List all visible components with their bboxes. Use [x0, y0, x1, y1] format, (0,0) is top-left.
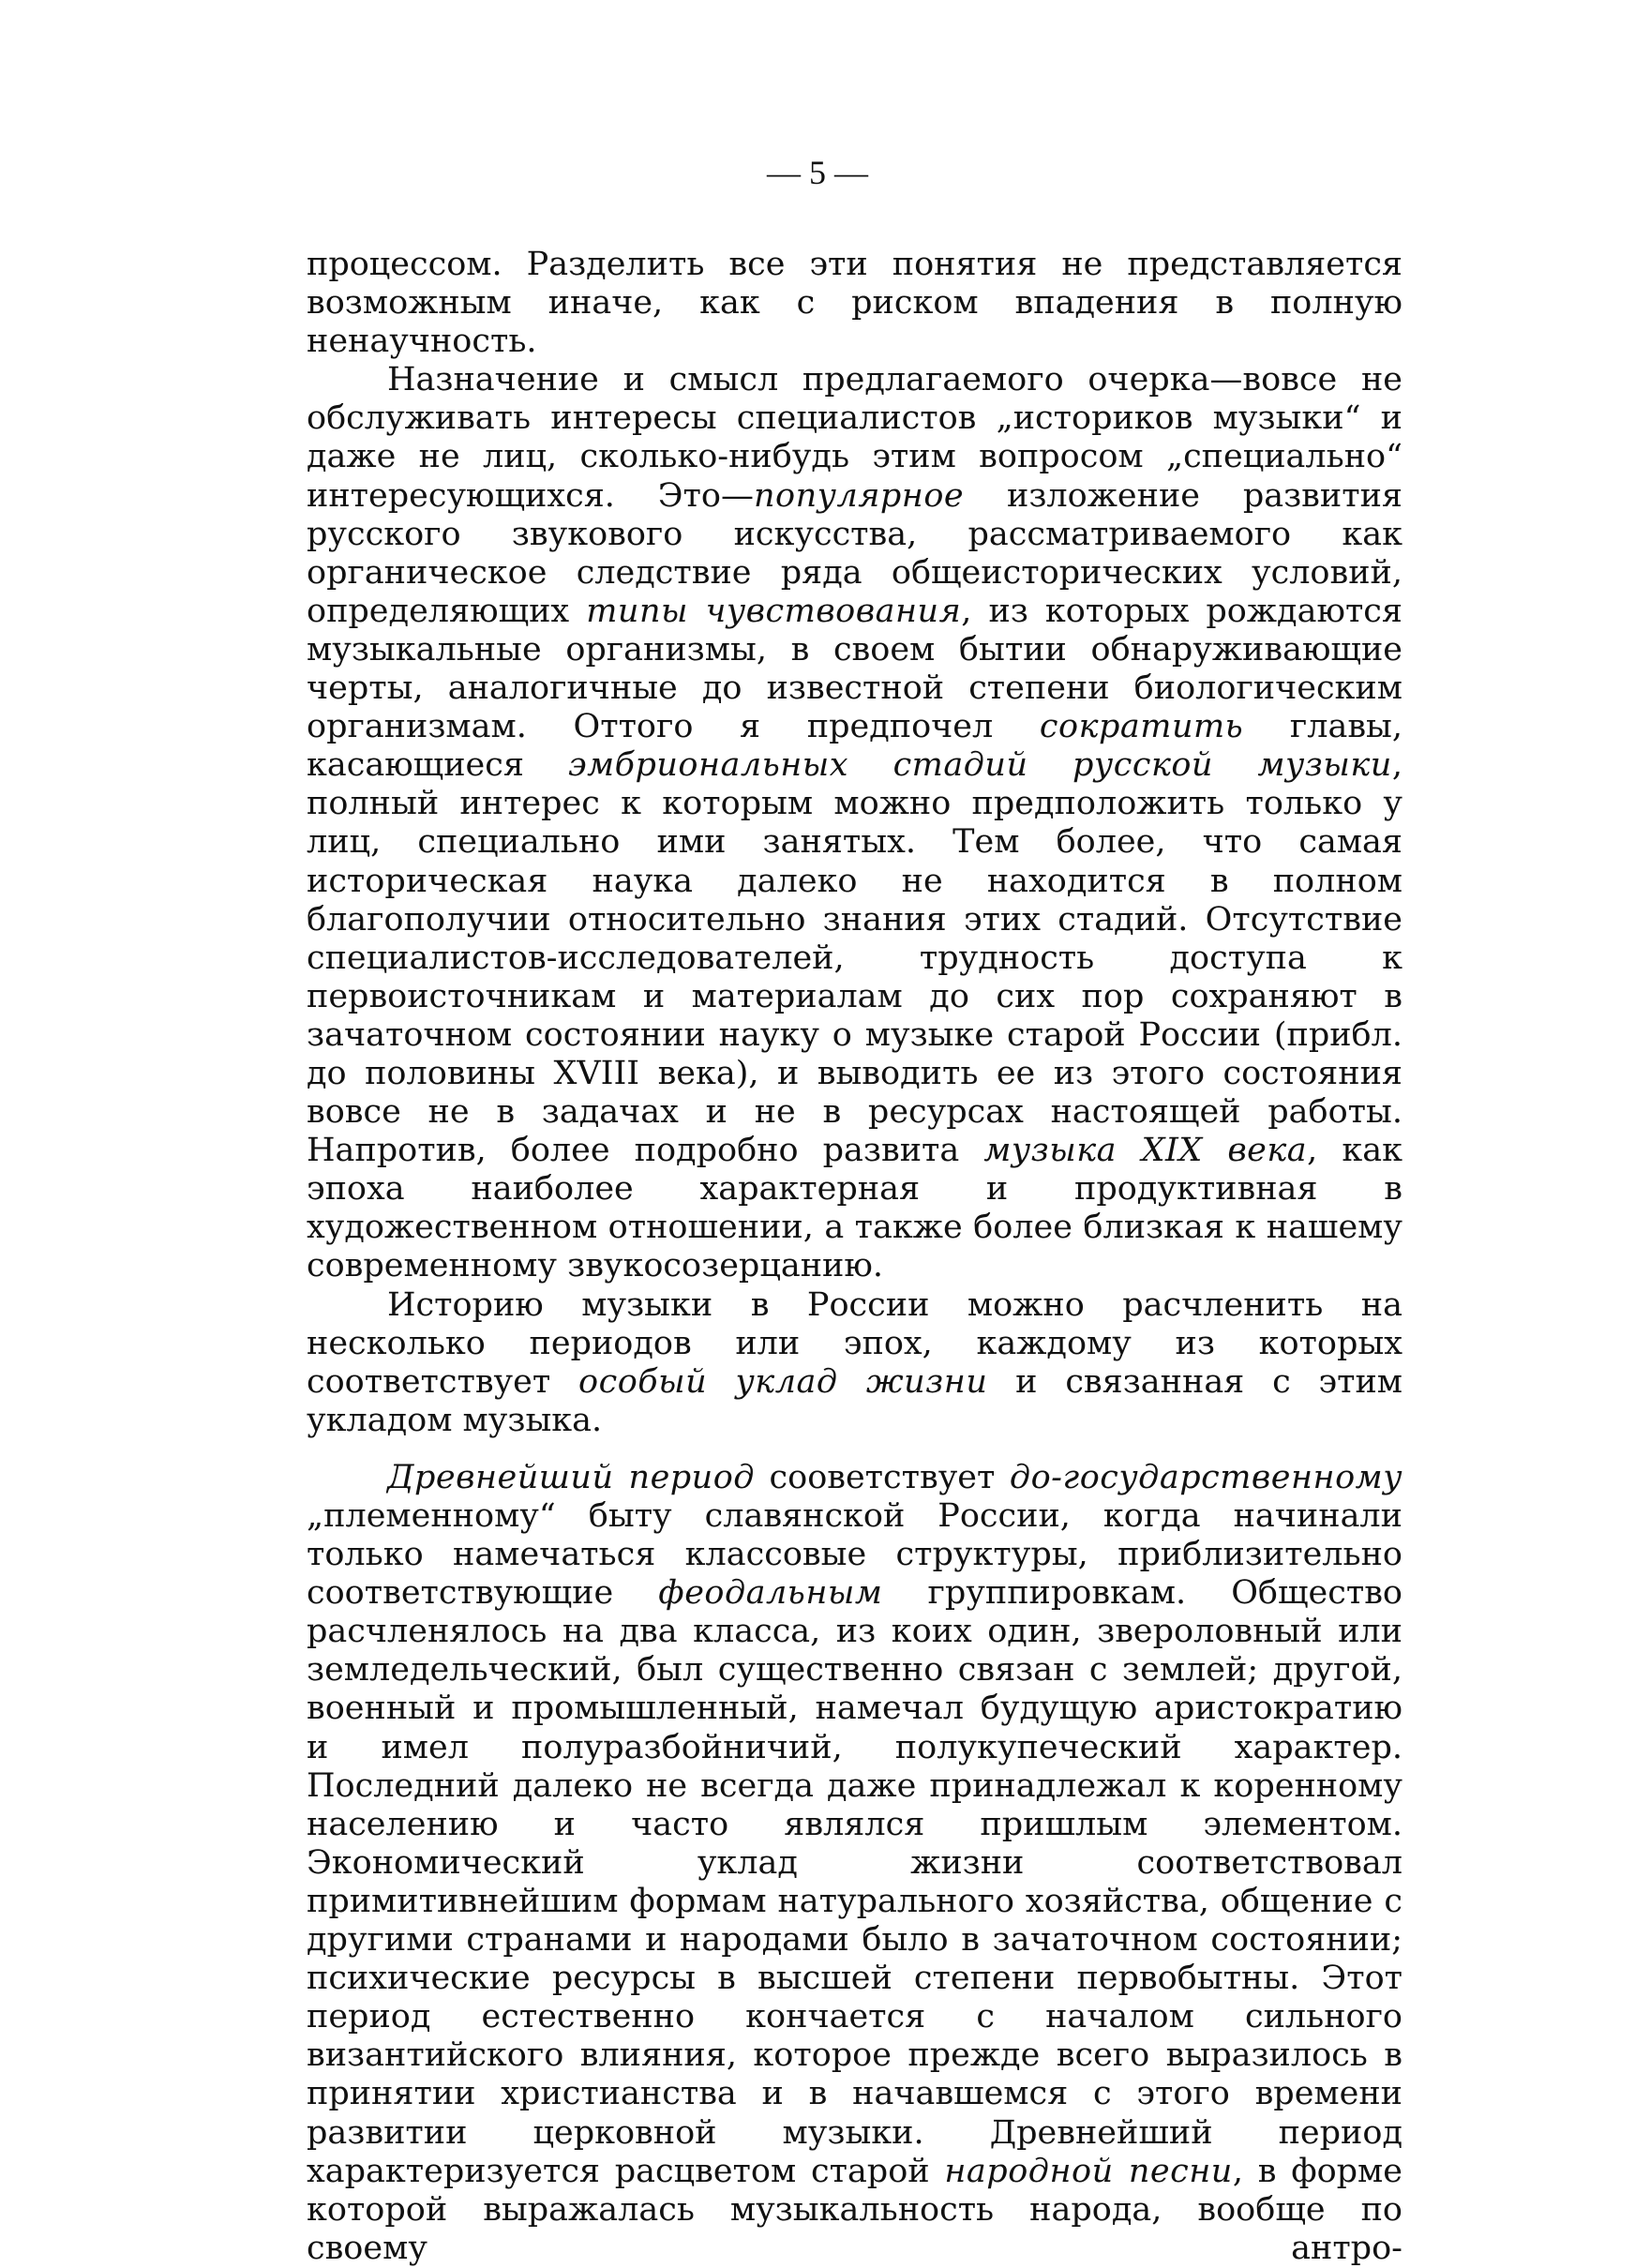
text-run: главы, касающиеся [307, 708, 1402, 785]
text-run: сооветствует [754, 1458, 1010, 1496]
italic-run: Древнейший период [387, 1458, 755, 1496]
text-run: Историю музыки в России можно расчленить на несколько периодов или эпох, каждому из которых соответствует [307, 1285, 1402, 1401]
text-run: , в форме которой выражалась музыкальность народа, вообще по своему антро- [307, 2152, 1402, 2267]
italic-run: народной песни [944, 2152, 1233, 2190]
italic-run: особый уклад жизни [578, 1362, 988, 1401]
text-run: , полный интерес к которым можно предположить только у лиц, специально ими занятых. Тем более, что самая историческая наука далеко не находится в полном благополучии относительно знания этих стадий. Отсутствие специалистов-исследователей, трудность доступа к первоисточникам и материалам до сих пор сохраняют в зачаточном состоянии науку о музыке старой России (прибл. до половины XVIII века), и выводить ее из этого состояния вовсе не в задачах и не в ресурсах настоящей работы. Напротив, более подробно развита [307, 746, 1402, 1170]
text-run: группировкам. Общество расчленялось на два класса, из коих один, звероловный или земледельческий, был существенно связан с землей; другой, военный и промышленный, намечал будущую аристократию и имел полуразбойничий, полукупеческий характер. Последний далеко не всегда даже принадлежал к коренному населению и часто являлся пришлым элементом. Экономический уклад жизни соответствовал примитивнейшим формам натурального хозяйства, общение с другими странами и народами было в зачаточном состоянии; психические ресурсы в высшей степени первобытны. Этот период естественно кончается с началом сильного византийского влияния, которое прежде всего выразилось в принятии христианства и в начавшемся с этого времени развитии церковной музыки. Древнейший период характеризуется расцветом старой [307, 1574, 1402, 2190]
paragraph-ancient-period [307, 1459, 1402, 2268]
text-run: Назначение и смысл предлагаемого очерка—вовсе не обслуживать интересы специалистов „историков музыки“ и даже не лиц, сколько-нибудь этим вопросом „специально“ интересующихся. Это— [307, 361, 1402, 515]
italic-run: музыка XIX века [983, 1132, 1308, 1170]
italic-run: до-государственному [1009, 1458, 1402, 1496]
italic-run: эмбриональных стадий русской музыки [567, 746, 1392, 785]
paragraph-periods [307, 1286, 1402, 1440]
text-run: и связанная с этим укладом музыка. [307, 1362, 1402, 1439]
text-run: , из которых рождаются музыкальные организмы, в своем бытии обнаруживающие черты, аналогичные до известной степени биологическим организмам. Оттого я предпочел [307, 592, 1402, 746]
italic-run: феодальным [658, 1574, 883, 1613]
text-run: „племенному“ быту славянской России, когда начинали только намечаться классовые структуры, приблизительно соответствующие [307, 1497, 1402, 1613]
body-text [307, 246, 1402, 2268]
paragraph-continuation [307, 246, 1402, 361]
page-number: — 5 — [767, 154, 868, 191]
italic-run: сократить [1039, 708, 1244, 746]
text-run: изложение развития русского звукового искусства, рассматриваемого как органическое следствие ряда общеисторических условий, определяющих [307, 476, 1402, 630]
italic-run: типы чувствования [586, 592, 962, 630]
paragraph-purpose [307, 361, 1402, 1285]
italic-run: популярное [753, 476, 965, 515]
text-run: процессом. Разделить все эти понятия не представляется возможным иначе, как с риском впадения в полную ненаучность. [307, 246, 1402, 361]
text-run: , как эпоха наиболее характерная и продуктивная в художественном отношении, а также более близкая к нашему современному звукосозерцанию. [307, 1132, 1402, 1285]
